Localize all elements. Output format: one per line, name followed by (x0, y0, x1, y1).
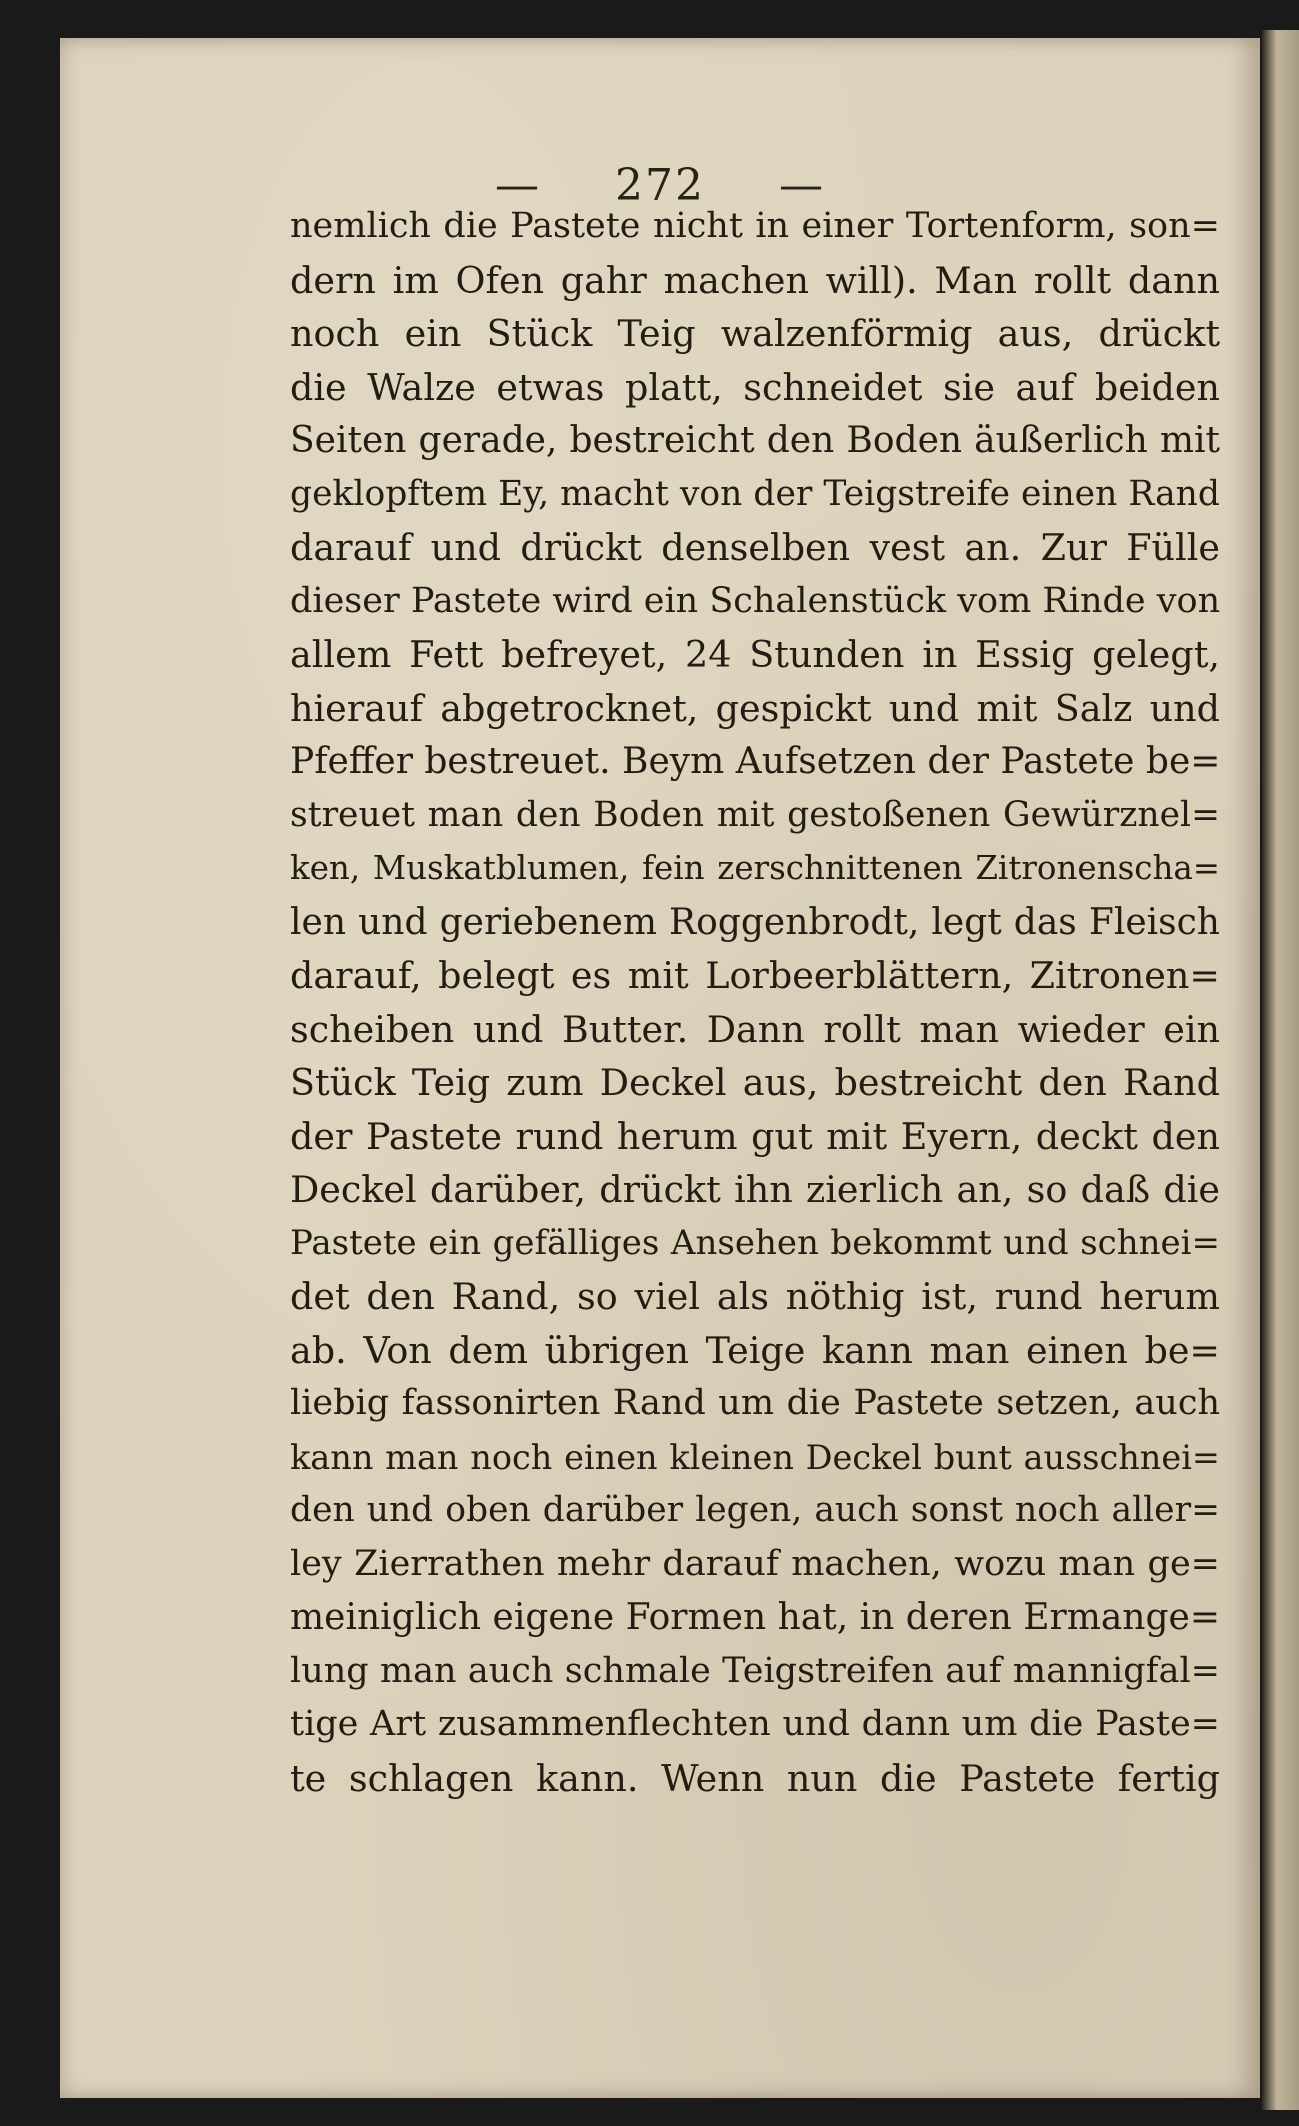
text-line: liebig fassonirten Rand um die Pastete setzen, auch (290, 1383, 1220, 1423)
text-line: der Pastete rund herum gut mit Eyern, deckt den (290, 1114, 1220, 1158)
text-line: allem Fett befreyet, 24 Stunden in Essig gelegt, (290, 633, 1220, 676)
text-line: len und geriebenem Roggenbrodt, legt das Fleisch (290, 901, 1220, 943)
text-line: Pfeffer bestreuet. Beym Aufsetzen der Pastete be= (290, 741, 1221, 782)
text-line: tige Art zusammenflechten und dann um die Paste= (290, 1704, 1220, 1744)
text-line: darauf, belegt es mit Lorbeerblättern, Zitronen= (290, 954, 1220, 997)
text-line: die Walze etwas platt, schneidet sie auf beiden (290, 365, 1220, 409)
text-line: lung man auch schmale Teigstreifen auf mannigfal= (290, 1650, 1220, 1691)
text-line: hierauf abgetrocknet, gespickt und mit Salz und (290, 686, 1220, 730)
text-line: ley Zierrathen mehr darauf machen, wozu man ge= (290, 1543, 1220, 1584)
text-line: meiniglich eigene Formen hat, in deren Ermange= (290, 1597, 1221, 1638)
text-line: ken, Muskatblumen, fein zerschnittenen Zitronenscha= (290, 849, 1220, 887)
text-line: kann man noch einen kleinen Deckel bunt ausschnei= (290, 1437, 1220, 1477)
text-line: geklopftem Ey, macht von der Teigstreife einen Rand (290, 473, 1220, 514)
text-line: Stück Teig zum Deckel aus, bestreicht den Rand (290, 1061, 1220, 1104)
text-line: Deckel darüber, drückt ihn zierlich an, so daß die (290, 1168, 1220, 1211)
text-line: dern im Ofen gahr machen will). Man rollt dann (290, 258, 1220, 302)
text-line: te schlagen kann. Wenn nun die Pastete fertig (290, 1756, 1220, 1800)
body-text (290, 200, 1220, 1805)
adjacent-page-edge (1262, 30, 1299, 2110)
text-line: Seiten gerade, bestreicht den Boden äußerlich mit (290, 420, 1220, 461)
text-line: det den Rand, so viel als nöthig ist, rund herum (290, 1275, 1220, 1318)
text-line: dieser Pastete wird ein Schalenstück vom Rinde von (290, 580, 1221, 621)
text-line: noch ein Stück Teig walzenförmig aus, drückt (290, 312, 1220, 355)
text-line: ab. Von dem übrigen Teige kann man einen be= (290, 1328, 1220, 1372)
header-dash-right: — (778, 160, 825, 211)
text-line: den und oben darüber legen, auch sonst noch aller= (290, 1490, 1220, 1530)
text-line: nemlich die Pastete nicht in einer Tortenform, son= (290, 206, 1220, 246)
page-number: 272 (615, 160, 705, 211)
text-line: darauf und drückt denselben vest an. Zur Fülle (290, 526, 1220, 569)
text-line: Pastete ein gefälliges Ansehen bekommt und schnei= (290, 1222, 1220, 1263)
text-line: scheiben und Butter. Dann rollt man wieder ein (290, 1007, 1220, 1051)
header-dash-left: — (495, 160, 541, 211)
text-line: streuet man den Boden mit gestoßenen Gewürznel= (290, 794, 1220, 835)
